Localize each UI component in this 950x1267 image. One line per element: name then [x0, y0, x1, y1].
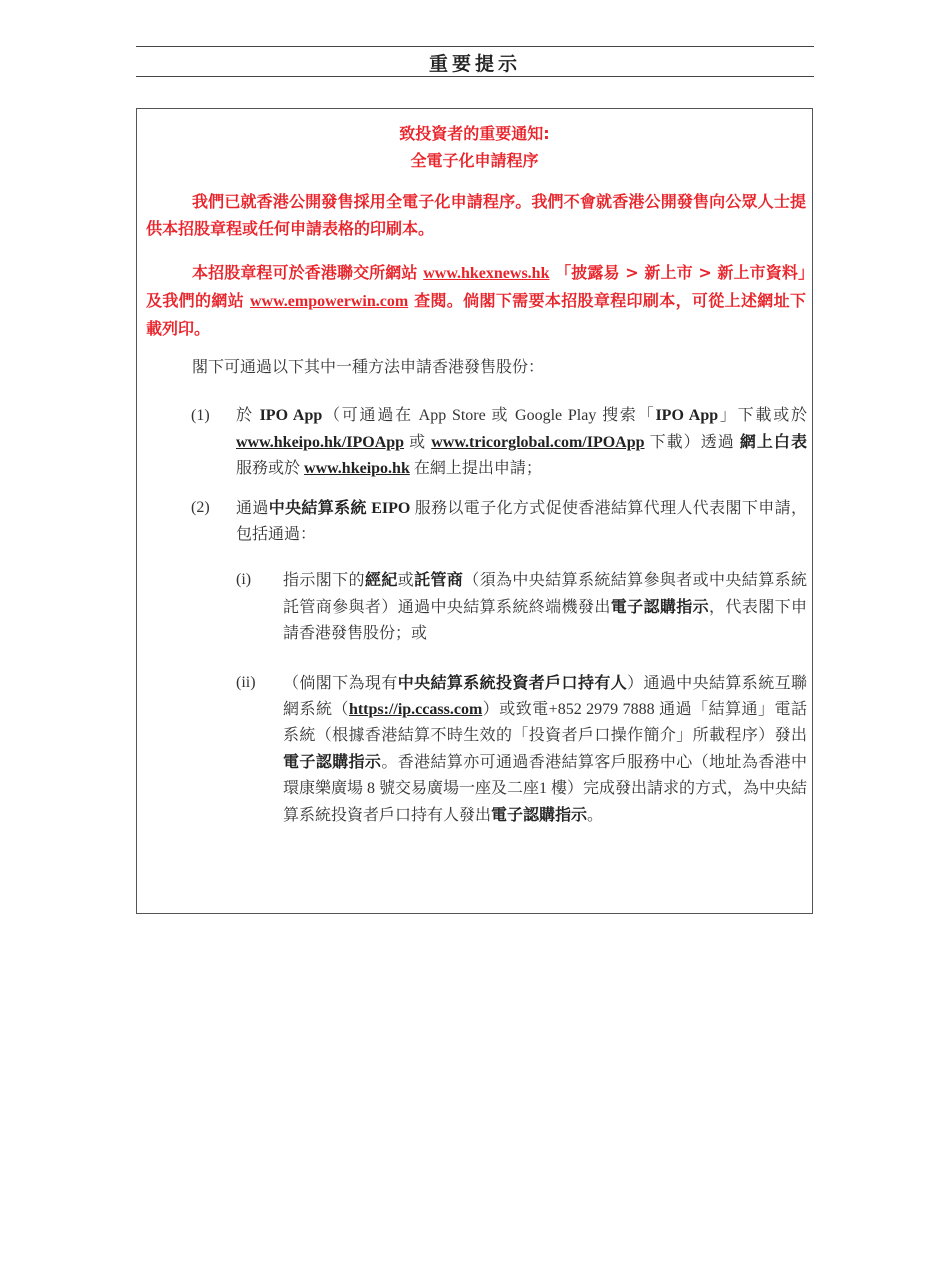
sub2-text-1: （倘閣下為現有: [283, 675, 398, 692]
sub1-text-3: （須為中央結算系統結算參與者或中央結算系統託管商參與者）通過中央結算系統終端機發出: [283, 572, 807, 616]
item1-text-7: 在網上提出申請；: [413, 460, 542, 477]
empowerwin-link[interactable]: www.empowerwin.com: [249, 293, 409, 310]
notice-paragraph-electronic: 我們已就香港公開發售採用全電子化申請程序。我們不會就香港公開發售向公眾人士提供本招股章程或任何申請表格的印刷本。: [146, 192, 806, 238]
subitem-i-marker: (i): [236, 571, 252, 588]
method-subitem-investor-participant: [236, 670, 807, 829]
access-text-c: 查閱。倘閣下需要本招股章程印刷本，可從上述網址下載列印。: [146, 291, 806, 338]
item1-text-6: 服務或於: [236, 460, 301, 477]
methods-intro: 閣下可通過以下其中一種方法申請香港發售股份：: [192, 359, 545, 376]
custodian-label: 託管商: [414, 570, 464, 589]
sub1-text-2: 或: [397, 572, 415, 589]
sub1-text-1: 指示閣下的: [283, 572, 365, 589]
item2-text-2: 服務以電子化方式促使香港結算代理人代表閣下申請，包括通過：: [236, 500, 807, 543]
header-bottom-rule: [136, 76, 814, 77]
item1-text-5: 下載）透過: [649, 434, 735, 451]
method-item-ipo-app: [191, 403, 807, 482]
eipo-label: EIPO: [371, 500, 411, 517]
ccass-link[interactable]: https://ip.ccass.com: [348, 701, 483, 718]
access-text-b: 「披露易 > 新上市 > 新上市資料」及我們的網站: [146, 263, 806, 310]
tricorglobal-ipoapp-link[interactable]: www.tricorglobal.com/IPOApp: [431, 434, 645, 451]
access-text-a: 本招股章程可於香港聯交所網站: [192, 263, 418, 282]
ccass-label: 中央結算系統: [268, 498, 367, 517]
electronic-application-instructions-label: 電子認購指示: [610, 597, 710, 616]
sub2-text-2: ）通過中央結算系統互聯網系統（: [283, 675, 807, 718]
sub2-text-4: 。香港結算亦可通過香港結算客戶服務中心（地址為香港中環康樂廣場 8 號交易廣場一座及二座1 樓）完成發出請求的方式，為中央結算系統投資者戶口持有人發出: [283, 754, 808, 824]
electronic-application-instructions-label-2: 電子認購指示: [283, 752, 382, 771]
item1-text-2: （可通過在 App Store 或 Google Play 搜索「: [322, 407, 656, 424]
sub2-text-3: ）或致電+852 2979 7888 通過「結算通」電話系統（根據香港結算不時生效的「投資者戶口操作簡介」所載程序）發出: [283, 701, 807, 744]
method-item-ccass-eipo: [191, 495, 807, 548]
subitem-ii-marker: (ii): [236, 674, 256, 691]
hkeipo-link[interactable]: www.hkeipo.hk: [304, 460, 410, 477]
item1-text-3: 」下載或於: [718, 407, 807, 424]
item1-text-1: 於: [236, 407, 254, 424]
ccass-investor-participant-label: 中央結算系統投資者戶口持有人: [397, 673, 628, 692]
page-title: 重要提示: [428, 53, 521, 75]
hkexnews-link[interactable]: www.hkexnews.hk: [423, 265, 550, 282]
notice-heading-line2: 全電子化申請程序: [410, 151, 539, 170]
notice-paragraph-access: [146, 259, 806, 342]
item2-text-1: 通過: [236, 500, 269, 517]
method-item-2-marker: (2): [191, 499, 210, 516]
item1-text-4: 或: [409, 434, 427, 451]
white-form-eipo-label: 網上白表: [739, 432, 807, 451]
important-notice-box: [136, 108, 813, 914]
header-top-rule: [136, 46, 814, 47]
ipo-app-label: IPO App: [259, 407, 323, 424]
electronic-application-instructions-label-3: 電子認購指示: [491, 805, 588, 824]
method-item-1-marker: (1): [191, 407, 210, 424]
broker-label: 經紀: [364, 570, 398, 589]
hkeipo-ipoapp-link[interactable]: www.hkeipo.hk/IPOApp: [236, 434, 405, 451]
sub1-text-4: ，代表閣下申請香港發售股份；或: [283, 599, 807, 642]
method-subitem-broker: [236, 567, 807, 647]
ipo-app-label-2: IPO App: [655, 407, 719, 424]
sub2-text-5: 。: [587, 807, 604, 824]
notice-heading-line1: 致投資者的重要通知:: [399, 124, 550, 143]
